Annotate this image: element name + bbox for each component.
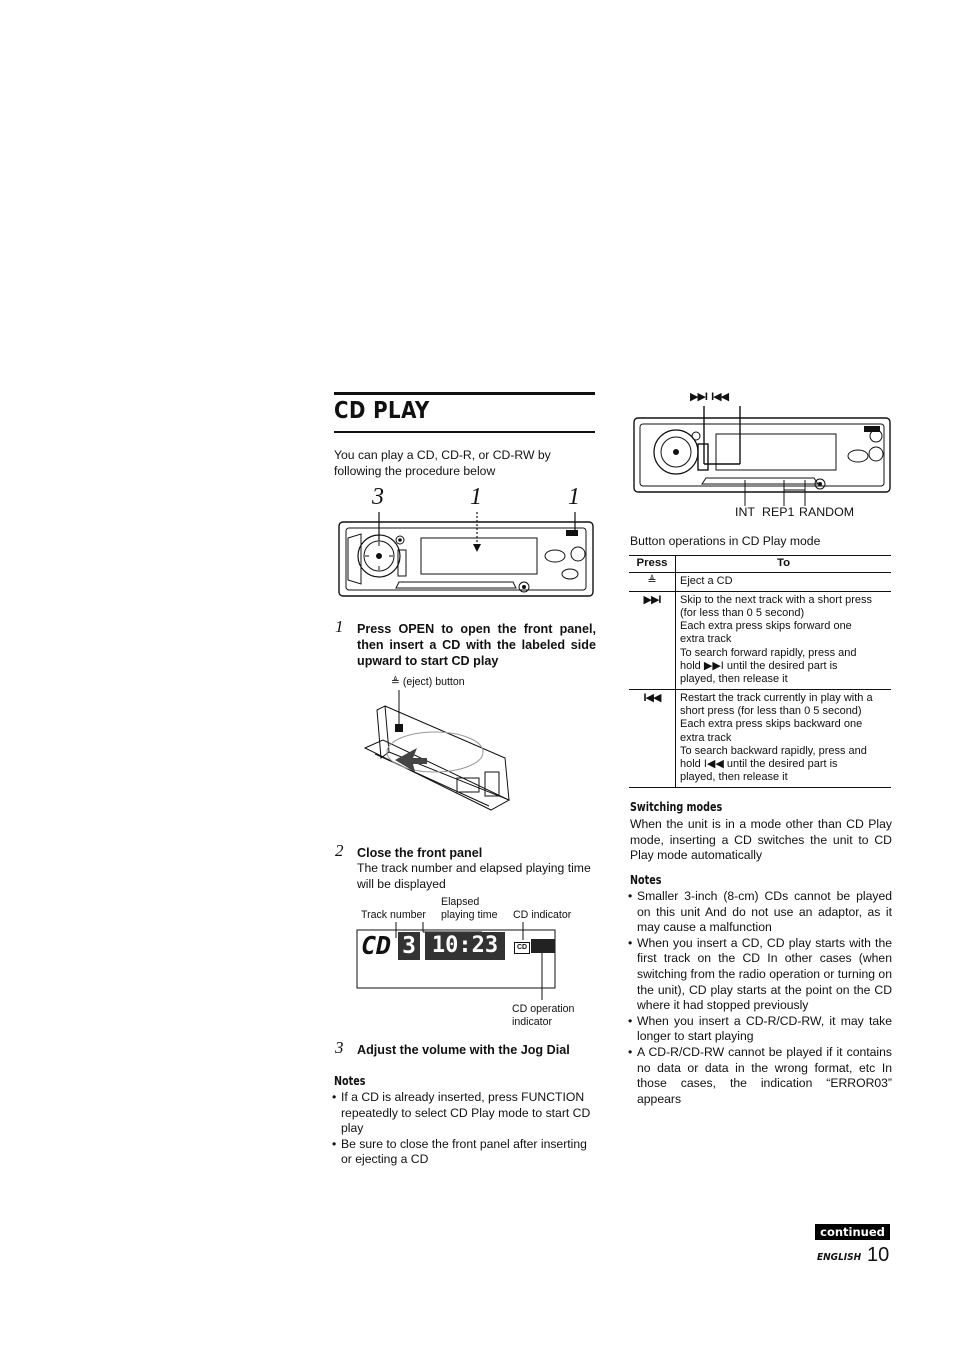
notes-right-list bbox=[627, 889, 892, 1107]
continued-badge: continued bbox=[815, 1224, 890, 1240]
footer-language: ENGLISH bbox=[817, 1252, 862, 1263]
notes-left-heading: Notes bbox=[334, 1074, 366, 1088]
notes-left-item: • Be sure to close the front panel after inserting or ejecting a CD bbox=[331, 1137, 597, 1168]
notes-left-list bbox=[331, 1090, 597, 1168]
table-caption: Button operations in CD Play mode bbox=[630, 534, 821, 548]
row-line: Skip to the next track with a short press bbox=[680, 593, 872, 606]
row-line: To search backward rapidly, press and bbox=[680, 744, 867, 757]
row-desc-next bbox=[676, 591, 892, 689]
step-2-number: 2 bbox=[335, 841, 344, 860]
skip-buttons-label: ▶▶I I◀◀ bbox=[690, 391, 729, 403]
row-line: played, then release it bbox=[680, 771, 788, 784]
step-1-number: 1 bbox=[335, 617, 344, 636]
row-key-eject: ≜ bbox=[629, 573, 676, 591]
cd-operation-icon bbox=[531, 939, 555, 953]
row-key-prev: I◀◀ bbox=[629, 689, 676, 787]
row-line: extra track bbox=[680, 633, 732, 646]
notes-right-item: • When you insert a CD, CD play starts with the first track on the CD In other cases (when switching from the radio operation or turning on the unit), CD play starts at the point on the CD where it had stopped previously bbox=[627, 936, 892, 1014]
row-line: extra track bbox=[680, 731, 732, 744]
label-track-number: Track number bbox=[361, 909, 426, 921]
row-line: hold ▶▶I until the desired part is bbox=[680, 660, 838, 673]
row-line: Each extra press skips forward one bbox=[680, 620, 852, 633]
label-random: RANDOM bbox=[799, 505, 855, 519]
switching-modes-heading: Switching modes bbox=[630, 800, 723, 814]
label-cd-indicator: CD indicator bbox=[513, 909, 572, 921]
eject-button-label: ≜ (eject) button bbox=[391, 676, 465, 688]
step-2-body: The track number and elapsed playing time will be displayed bbox=[357, 861, 591, 891]
step-2-heading: Close the front panel bbox=[357, 846, 483, 860]
callout-1b: 1 bbox=[568, 484, 580, 510]
step-1-heading: Press OPEN to open the front panel, then insert a CD with the labeled side upward to start CD play bbox=[357, 622, 596, 668]
label-playing-time: playing time bbox=[441, 909, 498, 921]
intro-text: You can play a CD, CD-R, or CD-RW by following the procedure below bbox=[334, 448, 551, 478]
button-operations-table bbox=[629, 555, 891, 788]
callout-1a: 1 bbox=[470, 484, 482, 510]
notes-right-item: • When you insert a CD-R/CD-RW, it may take longer to start playing bbox=[627, 1014, 892, 1045]
row-line: To search forward rapidly, press and bbox=[680, 646, 857, 659]
row-line: played, then release it bbox=[680, 673, 788, 686]
notes-right-item: • A CD-R/CD-RW cannot be played if it contains no data or data in the wrong format, etc In those cases, the indication “ERROR03” appears bbox=[627, 1045, 892, 1107]
table-header-row bbox=[629, 555, 891, 573]
step-3-number: 3 bbox=[335, 1038, 344, 1057]
callout-3: 3 bbox=[372, 484, 384, 510]
notes-left-item: • If a CD is already inserted, press FUNCTION repeatedly to select CD Play mode to start CD play bbox=[331, 1090, 597, 1137]
row-desc-prev bbox=[676, 689, 892, 787]
row-line: hold I◀◀ until the desired part is bbox=[680, 758, 838, 771]
title-top-rule bbox=[334, 392, 595, 395]
notes-right-item: • Smaller 3-inch (8-cm) CDs cannot be played on this unit And do not use an adaptor, as it may cause a malfunction bbox=[627, 889, 892, 936]
row-desc-eject bbox=[676, 573, 892, 591]
label-indicator: indicator bbox=[512, 1016, 553, 1028]
table-row bbox=[629, 689, 891, 787]
label-cd-operation: CD operation bbox=[512, 1003, 575, 1015]
header-to: To bbox=[676, 555, 892, 573]
row-line: Eject a CD bbox=[680, 575, 733, 588]
front-panel-open-illustration bbox=[355, 688, 517, 820]
row-line: Restart the track currently in play with a bbox=[680, 691, 873, 704]
row-line: short press (for less than 0 5 second) bbox=[680, 704, 862, 717]
lcd-mode: CD bbox=[361, 931, 392, 960]
lcd-elapsed-time: 10:23 bbox=[425, 932, 505, 960]
notes-right-heading: Notes bbox=[630, 873, 662, 887]
label-int: INT bbox=[735, 505, 755, 519]
row-key-next: ▶▶I bbox=[629, 591, 676, 689]
page-title: CD PLAY bbox=[334, 398, 430, 424]
row-line: Each extra press skips backward one bbox=[680, 718, 863, 731]
lcd-cd-indicator: CD bbox=[514, 942, 530, 954]
header-press: Press bbox=[629, 555, 676, 573]
title-bottom-rule bbox=[334, 431, 595, 433]
table-row bbox=[629, 573, 891, 591]
label-elapsed: Elapsed bbox=[441, 896, 480, 908]
row-line: (for less than 0 5 second) bbox=[680, 606, 805, 619]
page-number: 10 bbox=[867, 1244, 890, 1266]
switching-modes-body: When the unit is in a mode other than CD Play mode, inserting a CD switches the unit to CD Play mode automatically bbox=[630, 817, 892, 863]
table-row bbox=[629, 591, 891, 689]
lcd-track: 3 bbox=[398, 932, 420, 960]
label-rep1: REP1 bbox=[762, 505, 795, 519]
stereo-front-buttons-illustration bbox=[632, 402, 894, 506]
stereo-front-illustration bbox=[336, 508, 596, 600]
step-3-heading: Adjust the volume with the Jog Dial bbox=[357, 1043, 570, 1057]
